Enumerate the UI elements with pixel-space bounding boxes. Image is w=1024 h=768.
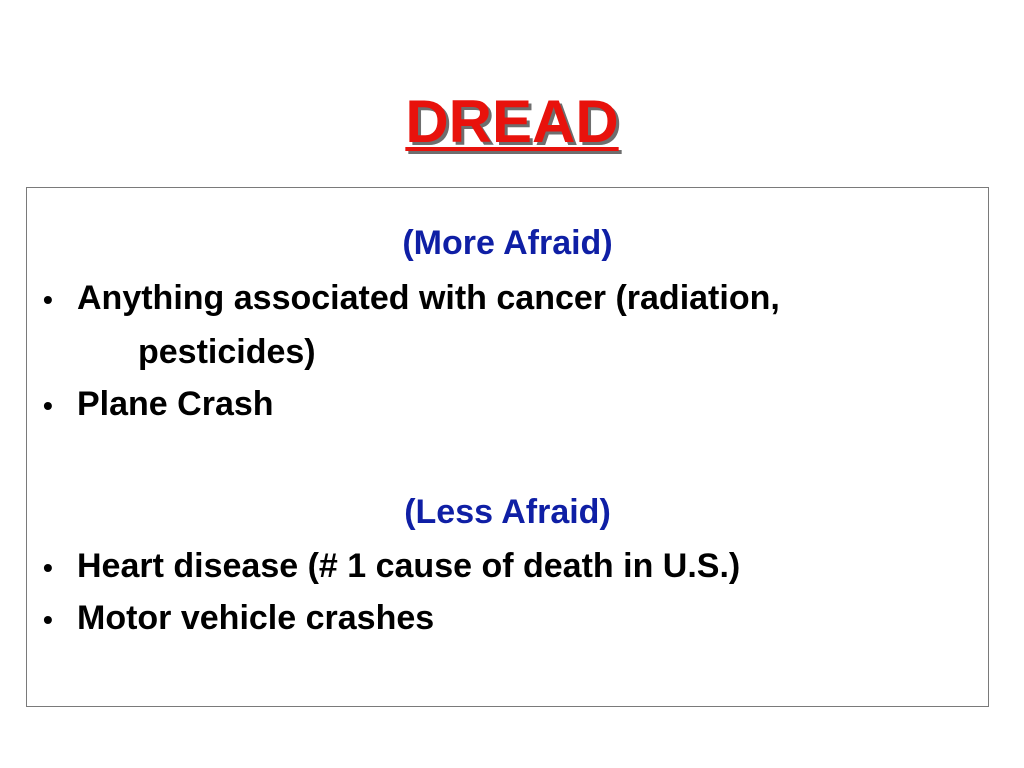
list-item-text: Plane Crash bbox=[77, 385, 274, 423]
bullet-icon: • bbox=[43, 552, 53, 583]
list-item-text: Heart disease (# 1 cause of death in U.S.) bbox=[77, 547, 741, 585]
bullet-icon: • bbox=[43, 604, 53, 635]
list-item-continuation: pesticides) bbox=[138, 333, 316, 371]
slide-title: DREAD bbox=[405, 88, 619, 155]
more-afraid-heading: (More Afraid) bbox=[402, 224, 613, 262]
less-afraid-heading: (Less Afraid) bbox=[404, 493, 611, 531]
content-box bbox=[26, 187, 989, 707]
list-item bbox=[43, 384, 274, 426]
list-item bbox=[43, 598, 434, 640]
list-item bbox=[43, 278, 780, 320]
list-item bbox=[43, 546, 740, 588]
bullet-icon: • bbox=[43, 390, 53, 421]
list-item-text: Anything associated with cancer (radiation, bbox=[77, 279, 780, 317]
bullet-icon: • bbox=[43, 284, 53, 315]
list-item-text: Motor vehicle crashes bbox=[77, 599, 435, 637]
